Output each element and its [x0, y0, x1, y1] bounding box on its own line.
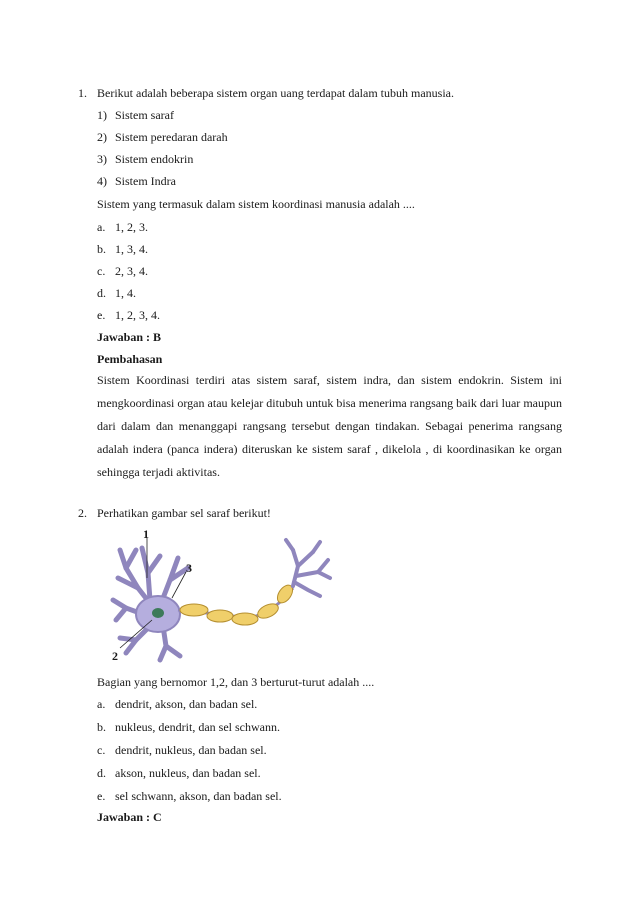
schwann-cell: [180, 604, 208, 616]
document-page: 1. Berikut adalah beberapa sistem organ uang terdapat dalam tubuh manusia. 1) Sistem saraf 2) Sistem peredaran darah 3) Sistem endokrin 4) Sistem Indra Sistem yang termasuk dalam sistem koordinasi manusia adalah .... a. 1, 2, 3. b. 1, 3, 4. c. 2, 3, 4. d. 1, 4. e. 1, 2, 3, 4. Jawaban : B Pembahasan Sistem Koordinasi terdiri atas sistem saraf, sistem indra, dan sistem endokrin. Sistem ini mengkoordinasi organ atau kelejar ditubuh untuk bisa menerima rangsang baik dari luar maupun dari dalam dan menanggapi rangsang tersebut dengan tindakan. Sebagai penerima rangsang adalah indera (panca indera) diteruskan ke sistem saraf , dikelola , di koordinasikan ke organ sehingga terjadi aktivitas. 2. Perhatikan gambar sel saraf berikut! 1 3 2 Bagian yang bernomor 1,2, dan 3 berturut-turut adalah .... a. dendrit, akson, dan badan sel. b. nukleus, dendrit, dan sel schwann. c. dendrit, nukleus, dan badan sel. d. akson, nukleus, dan badan sel. e. sel schwann, akson, dan badan sel. Jawaban : C: [78, 86, 562, 824]
discussion-text: Sistem Koordinasi terdiri atas sistem saraf, sistem indra, dan sistem endokrin. Sistem ini mengkoordinasi organ atau kelejar ditubuh untuk bisa menerima rangsang baik dari luar maupun dari dalam dan menanggapi rangsang tersebut dengan tindakan. Sebagai penerima rangsang adalah indera (panca indera) diteruskan ke sistem saraf , dikelola , di koordinasikan ke organ sehingga terjadi aktivitas.: [97, 373, 562, 479]
nucleus: [152, 608, 164, 618]
question-number: 2.: [78, 506, 87, 520]
question-number: 1.: [78, 86, 87, 100]
label-3: 3: [186, 561, 192, 575]
item-text: Sistem peredaran darah: [115, 130, 228, 144]
item-text: Sistem saraf: [115, 108, 174, 122]
item-text: Sistem Indra: [115, 174, 176, 188]
label-1: 1: [143, 528, 149, 541]
question-stem: Berikut adalah beberapa sistem organ uang terdapat dalam tubuh manusia.: [97, 86, 454, 100]
item-number: 1): [97, 108, 107, 122]
schwann-cell: [207, 610, 233, 622]
item-number: 2): [97, 130, 107, 144]
item-number: 4): [97, 174, 107, 188]
item-text: Sistem endokrin: [115, 152, 194, 166]
neuron-illustration: [108, 528, 358, 663]
neuron-figure: [108, 528, 358, 663]
question-stem: Perhatikan gambar sel saraf berikut!: [97, 506, 271, 520]
label-2: 2: [112, 649, 118, 663]
item-number: 3): [97, 152, 107, 166]
schwann-cell: [232, 613, 258, 625]
